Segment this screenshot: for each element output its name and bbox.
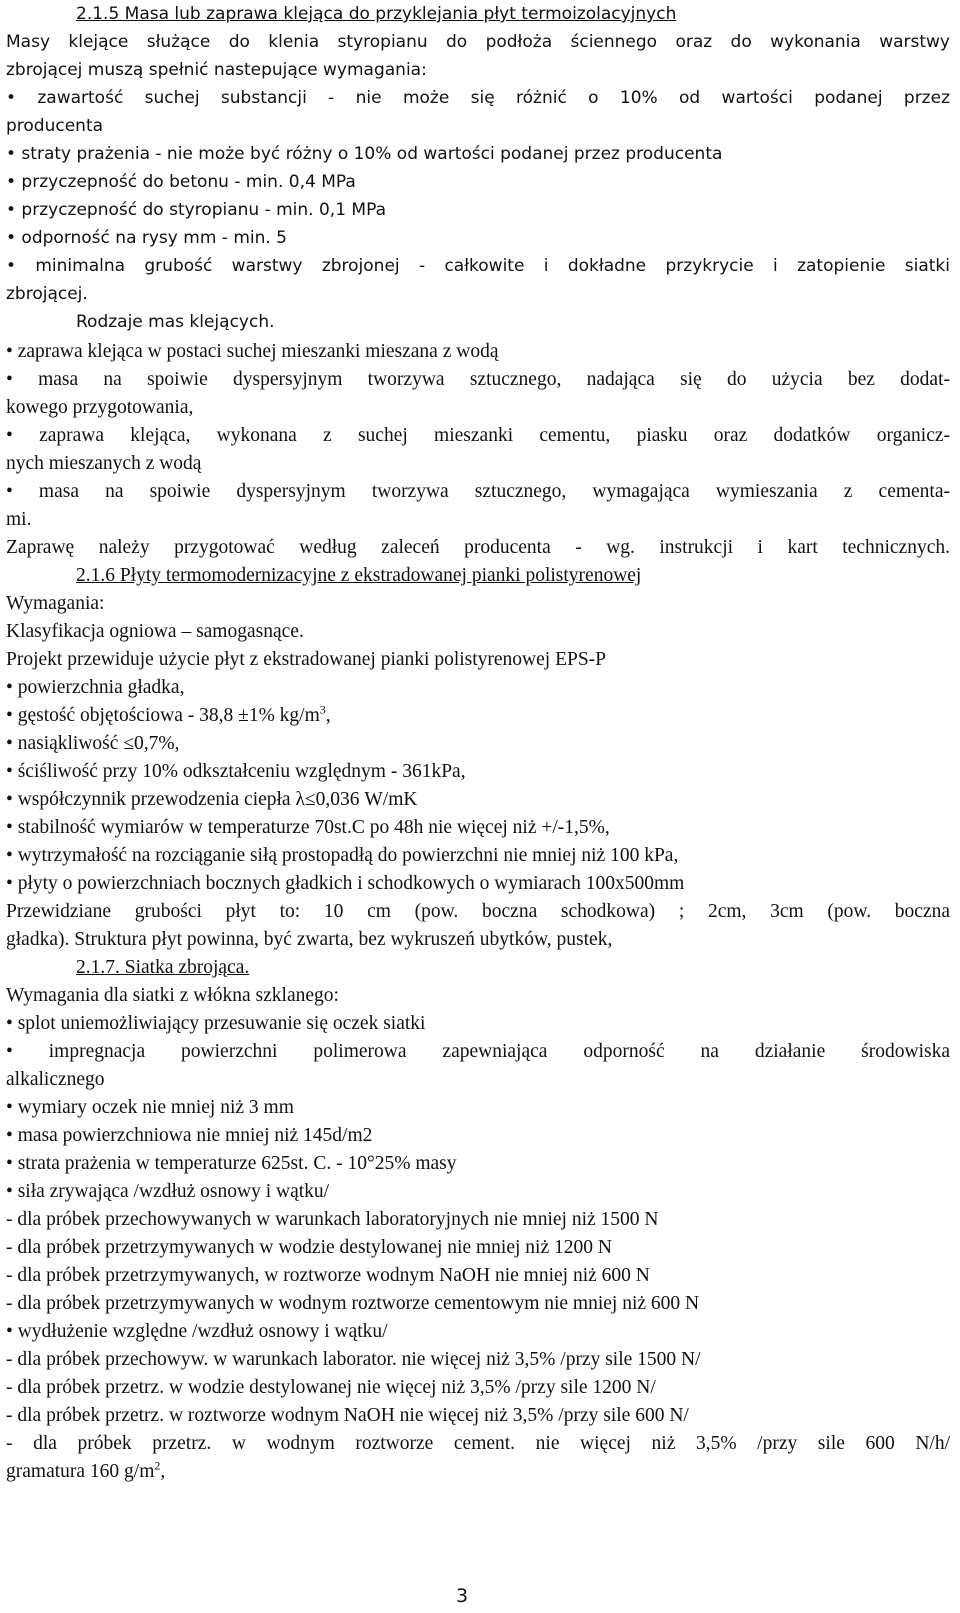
superscript: 3 <box>319 702 326 717</box>
bullet-line: • wytrzymałość na rozciąganie siłą prostopadłą do powierzchni nie mniej niż 100 kPa, <box>6 845 679 866</box>
dash-line: - dla próbek przetrz. w wodzie destylowanej nie więcej niż 3,5% /przy sile 1200 N/ <box>6 1377 656 1398</box>
bullet-line: • zawartość suchej substancji - nie może się różnić o 10% od wartości podanej przez <box>6 88 950 108</box>
line-text: • gęstość objętościowa - 38,8 ±1% kg/m <box>6 705 320 726</box>
bullet-line: • wydłużenie względne /wzdłuż osnowy i wątku/ <box>6 1321 388 1342</box>
section-heading-2-1-5: 2.1.5 Masa lub zaprawa klejąca do przyklejania płyt termoizolacyjnych <box>76 4 677 24</box>
paragraph-line: Wymagania dla siatki z włókna szklanego: <box>6 985 339 1006</box>
paragraph-line: nych mieszanych z wodą <box>6 453 202 474</box>
bullet-line: • siła zrywająca /wzdłuż osnowy i wątku/ <box>6 1181 330 1202</box>
bullet-line: • wymiary oczek nie mniej niż 3 mm <box>6 1097 294 1118</box>
paragraph-line: Masy klejące służące do klenia styropianu do podłoża ściennego oraz do wykonania warstwy <box>6 32 950 52</box>
paragraph-line: Przewidziane grubości płyt to: 10 cm (pow. boczna schodkowa) ; 2cm, 3cm (pow. boczna <box>6 901 950 922</box>
bullet-line: • zaprawa klejąca w postaci suchej mieszanki mieszana z wodą <box>6 341 499 362</box>
paragraph-line: zbrojącej muszą spełnić nastepujące wymagania: <box>6 60 427 80</box>
bullet-line: • ściśliwość przy 10% odkształceniu względnym - 361kPa, <box>6 761 466 782</box>
dash-line: - dla próbek przetrzymywanych w wodnym roztworze cementowym nie mniej niż 600 N <box>6 1293 700 1314</box>
bullet-line: • impregnacja powierzchni polimerowa zapewniająca odporność na działanie środowiska <box>6 1041 950 1062</box>
paragraph-line: Wymagania: <box>6 593 105 614</box>
line-text: gramatura 160 g/m <box>6 1461 155 1482</box>
paragraph-line: Klasyfikacja ogniowa – samogasnące. <box>6 621 304 642</box>
bullet-line: • zaprawa klejąca, wykonana z suchej mieszanki cementu, piasku oraz dodatków organicz- <box>6 425 950 446</box>
paragraph-line: alkalicznego <box>6 1069 105 1090</box>
section-heading-2-1-7: 2.1.7. Siatka zbrojąca. <box>76 957 250 978</box>
bullet-line: • straty prażenia - nie może być różny o 10% od wartości podanej przez producenta <box>6 144 723 164</box>
bullet-line: • masa na spoiwie dyspersyjnym tworzywa sztucznego, nadająca się do użycia bez dodat- <box>6 369 950 390</box>
bullet-line: • płyty o powierzchniach bocznych gładkich i schodkowych o wymiarach 100x500mm <box>6 873 685 894</box>
bullet-line: • przyczepność do styropianu - min. 0,1 MPa <box>6 200 386 220</box>
section-heading-2-1-6: 2.1.6 Płyty termomodernizacyjne z ekstradowanej pianki polistyrenowej <box>76 565 642 586</box>
paragraph-line: kowego przygotowania, <box>6 397 194 418</box>
dash-line: - dla próbek przetrzymywanych, w roztworze wodnym NaOH nie mniej niż 600 N <box>6 1265 650 1286</box>
paragraph-line <box>6 1458 165 1486</box>
paragraph-line: mi. <box>6 509 32 530</box>
dash-line: - dla próbek przetrzymywanych w wodzie destylowanej nie mniej niż 1200 N <box>6 1237 612 1258</box>
line-text: , <box>325 705 331 726</box>
bullet-line <box>6 702 331 730</box>
dash-line: - dla próbek przetrz. w roztworze wodnym NaOH nie więcej niż 3,5% /przy sile 600 N/ <box>6 1405 689 1426</box>
paragraph-line: Projekt przewiduje użycie płyt z ekstradowanej pianki polistyrenowej EPS-P <box>6 649 607 670</box>
subheading: Rodzaje mas klejących. <box>76 312 275 332</box>
bullet-line: • powierzchnia gładka, <box>6 677 185 698</box>
dash-line: - dla próbek przetrz. w wodnym roztworze cement. nie więcej niż 3,5% /przy sile 600 N/h/ <box>6 1433 950 1454</box>
bullet-line: • strata prażenia w temperaturze 625st. C. - 10°25% masy <box>6 1153 457 1174</box>
superscript: 2 <box>154 1458 161 1473</box>
bullet-line: • stabilność wymiarów w temperaturze 70st.C po 48h nie więcej niż +/-1,5%, <box>6 817 610 838</box>
paragraph-line: Zaprawę należy przygotować według zaleceń producenta - wg. instrukcji i kart technicznych. <box>6 537 950 558</box>
bullet-line: • odporność na rysy mm - min. 5 <box>6 228 287 248</box>
dash-line: - dla próbek przechowyw. w warunkach laborator. nie więcej niż 3,5% /przy sile 1500 N/ <box>6 1349 701 1370</box>
bullet-line: • splot uniemożliwiający przesuwanie się oczek siatki <box>6 1013 426 1034</box>
paragraph-line: zbrojącej. <box>6 284 88 304</box>
bullet-line: • nasiąkliwość ≤0,7%, <box>6 733 180 754</box>
page-number: 3 <box>456 1585 469 1607</box>
line-text: , <box>160 1461 166 1482</box>
paragraph-line: gładka). Struktura płyt powinna, być zwarta, bez wykruszeń ubytków, pustek, <box>6 929 613 950</box>
bullet-line: • przyczepność do betonu - min. 0,4 MPa <box>6 172 356 192</box>
paragraph-line: producenta <box>6 116 104 136</box>
dash-line: - dla próbek przechowywanych w warunkach laboratoryjnych nie mniej niż 1500 N <box>6 1209 659 1230</box>
bullet-line: • masa powierzchniowa nie mniej niż 145d/m2 <box>6 1125 373 1146</box>
bullet-line: • współczynnik przewodzenia ciepła λ≤0,036 W/mK <box>6 789 418 810</box>
bullet-line: • minimalna grubość warstwy zbrojonej - całkowite i dokładne przykrycie i zatopienie siatki <box>6 256 950 276</box>
bullet-line: • masa na spoiwie dyspersyjnym tworzywa sztucznego, wymagająca wymieszania z cementa- <box>6 481 950 502</box>
